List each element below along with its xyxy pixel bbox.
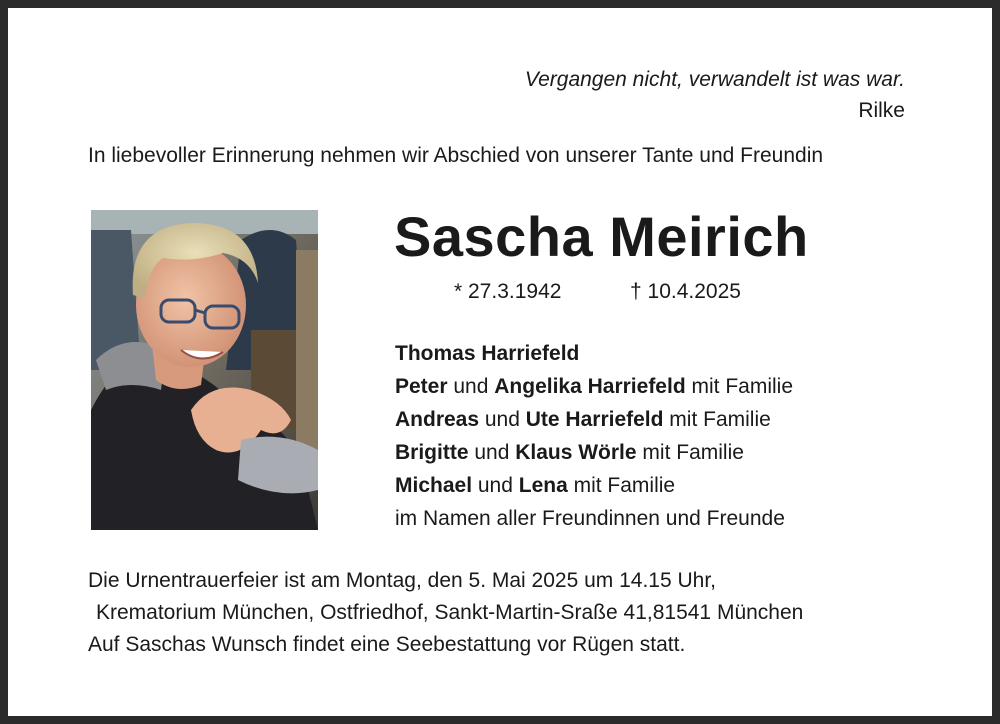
quote-block [525,64,905,126]
mourner-line: Michael und Lena mit Familie [395,474,676,497]
obituary-card [8,8,992,716]
notice-line-1: Die Urnentrauerfeier ist am Montag, den 5. Mai 2025 um 14.15 Uhr, [88,569,716,592]
intro-text: In liebevoller Erinnerung nehmen wir Abschied von unserer Tante und Freundin [88,144,824,167]
deceased-name: Sascha Meirich [394,205,809,268]
notice-line-3: Auf Saschas Wunsch findet eine Seebestattung vor Rügen statt. [88,633,686,656]
mourners-footer: im Namen aller Freundinnen und Freunde [395,507,785,530]
notice-line-2: Krematorium München, Ostfriedhof, Sankt-Martin-Sraße 41,81541 München [96,601,804,624]
quote-author: Rilke [858,99,905,122]
mourner-line: Thomas Harriefeld [395,342,580,365]
quote-text: Vergangen nicht, verwandelt ist was war. [524,68,905,91]
birth-date: * 27.3.1942 [454,280,562,303]
mourner-line: Andreas und Ute Harriefeld mit Familie [395,408,771,431]
portrait-photo [91,210,318,530]
mourners-list [395,337,793,535]
ceremony-notice [88,565,803,661]
death-date: † 10.4.2025 [630,280,741,303]
mourner-line: Brigitte und Klaus Wörle mit Familie [395,441,744,464]
mourner-line: Peter und Angelika Harriefeld mit Familie [395,375,793,398]
